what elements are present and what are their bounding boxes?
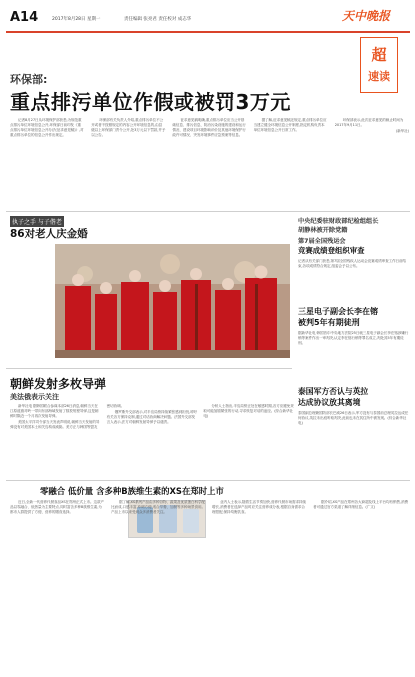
feature-kicker: 执子之手 与子偕老 bbox=[10, 216, 64, 227]
lead-paragraph: 环保部有关负责人介绍,重点排污单位不公开或者不按照规定的内容公开环境信息的,由县级以上环保部门责令公开,处3万元以下罚款,并予以公告。 bbox=[91, 118, 166, 138]
golden-wedding-photo bbox=[55, 244, 290, 358]
bottom-paragraph: 据介绍,XS产品在郑州各大商超及线上平台均有销售,消费者可通过官方渠道了解详细信息。(广文) bbox=[313, 500, 408, 510]
brief-title: 第7届全国残运会 bbox=[298, 238, 346, 245]
brief-item bbox=[298, 306, 410, 387]
korea-body bbox=[10, 404, 294, 474]
korea-paragraph: 分析人士指出,半岛局势正处在敏感时期,各方应避免采取可能加剧紧张的行动,寻求恢复对话的途径。(综合新华社电) bbox=[203, 404, 294, 419]
lead-paragraph: 据了解,征求意见稿还规定,重点排污单位应当建立健全环境信息公开制度,指定机构负责本单位环境信息公开日常工作。 bbox=[253, 118, 327, 133]
korea-subtitle: 美法俄表示关注 bbox=[10, 393, 59, 401]
section-divider bbox=[6, 368, 292, 369]
speed-read-char: 超 bbox=[371, 46, 387, 64]
korea-paragraph: 美国太平洋司令部当天发表声明说,朝鲜当天发射的导弹没有对美国本土和关岛构成威胁。美方正与韩国等盟友密切协调。 bbox=[10, 404, 125, 429]
section-divider bbox=[6, 211, 410, 212]
bottom-paragraph: 据了解,XS系列产品由多种谷物、蔬果及优质蛋白科学配比而成,口感丰富,冲调方便,适合早餐、加餐等多种场景食用。产品上市以来受到众多消费者关注。 bbox=[111, 500, 205, 515]
brief-item bbox=[298, 216, 410, 234]
lead-caption: (新华社) bbox=[395, 128, 409, 133]
bottom-headline: 零融合 低价量 含多种B族维生素的XS在郑时上市 bbox=[40, 486, 224, 496]
newspaper-logo: 天中晚报 bbox=[342, 9, 391, 23]
speed-read-box bbox=[360, 37, 398, 93]
brief-body: 泰国副总理兼国防部长巴威26日表示,军方没有与泰国前总理英拉达成任何协议,英拉未出庭听取判决,此前也未在其住所中被发现。(综合新华社电) bbox=[298, 411, 409, 426]
brief-title: 三星电子副会长李在镕 bbox=[298, 307, 378, 316]
lead-paragraph: 征求意见稿明确,重点排污单位应当公开基础信息、排污信息、防治污染设施的建设和运行情况、建设项目环境影响评价及其他环境保护行政许可情况、突发环境事件应急预案等信息。 bbox=[172, 118, 246, 138]
briefs-column bbox=[298, 216, 410, 478]
lead-kicker: 环保部: bbox=[10, 73, 48, 86]
lead-paragraph: 记者8月27日从环境保护部获悉,为规范重点排污单位环境信息公开,环保部日前印发《重点排污单位环境信息公开办法(征求意见稿)》,对重点排污单位的信息公开作出规定。 bbox=[10, 118, 84, 138]
korea-paragraph: 新华社电 据韩国联合参谋本部26日消息,朝鲜当天在江原道旗对岭一带向东部海域发射了数枚短程导弹,这是朝鲜时隔近一个月再次发射导弹。 bbox=[10, 404, 99, 419]
lead-headline: 重点排污单位作假或被罚3万元 bbox=[10, 90, 291, 114]
lead-body bbox=[10, 118, 409, 208]
brief-title: 被判5年有期徒刑 bbox=[298, 318, 360, 327]
brief-title: 达成协议放其离境 bbox=[298, 398, 361, 407]
editor-line: 责任编辑 张亮君 责任校对 成志华 bbox=[124, 17, 192, 22]
photo-illustration bbox=[55, 244, 290, 358]
bottom-body bbox=[10, 500, 408, 670]
brief-title: 中央纪委驻财政部纪检组组长 bbox=[298, 218, 379, 225]
brief-title: 竞赛成绩登组织审查 bbox=[298, 246, 365, 255]
header-divider bbox=[6, 31, 410, 33]
page-header bbox=[6, 6, 410, 32]
feature-headline: 86对老人庆金婚 bbox=[10, 228, 88, 240]
brief-item bbox=[298, 236, 410, 299]
speed-read-label: 速读 bbox=[368, 70, 390, 83]
lead-paragraph: 环保部表示,此次征求意见的截止时间为2017年9月11日。 bbox=[334, 118, 404, 128]
bottom-paragraph: 业内人士表示,随着生活节奏加快,营养代餐市场需求持续增长,消费者在选择产品时应关注营养成分表,根据自身需求合理搭配,保持均衡饮食。 bbox=[212, 500, 306, 515]
section-divider bbox=[6, 480, 410, 481]
page-number: A14 bbox=[10, 10, 39, 25]
date-line: 2017年8月28日 星期一 bbox=[52, 17, 101, 22]
korea-headline: 朝鲜发射多枚导弹 bbox=[10, 377, 107, 391]
brief-body: 据新华社电 韩国首尔中央地方法院25日就三星电子副会长李在镕涉嫌行贿等案件作出一审判决,认定李在镕行贿等罪名成立,判处其5年有期徒刑。 bbox=[298, 331, 409, 346]
brief-title: 泰国军方否认与英拉 bbox=[298, 387, 369, 396]
korea-paragraph: 俄罗斯外交部表示,对半岛局势持续紧张感到担忧,呼吁有关各方保持克制,通过对话协商解决问题。法国外交部发言人表示,法方对朝鲜发射导弹予以谴责。 bbox=[106, 409, 198, 424]
brief-item bbox=[298, 386, 410, 467]
bottom-paragraph: 近日,全新一代营养代餐食品XS在郑州正式上市。这款产品以零融合、低热量为主要特点,同时富含多种B族维生素,为都市人群提供了方便、营养的膳食选择。 bbox=[10, 500, 104, 515]
brief-body: 记者从有关部门获悉,第7届全国残疾人运动会竞赛成绩审查工作日前结束,各项成绩符合规定,组委会予以公布。 bbox=[298, 259, 407, 269]
brief-title: 胡静林被开除党籍 bbox=[298, 227, 348, 234]
